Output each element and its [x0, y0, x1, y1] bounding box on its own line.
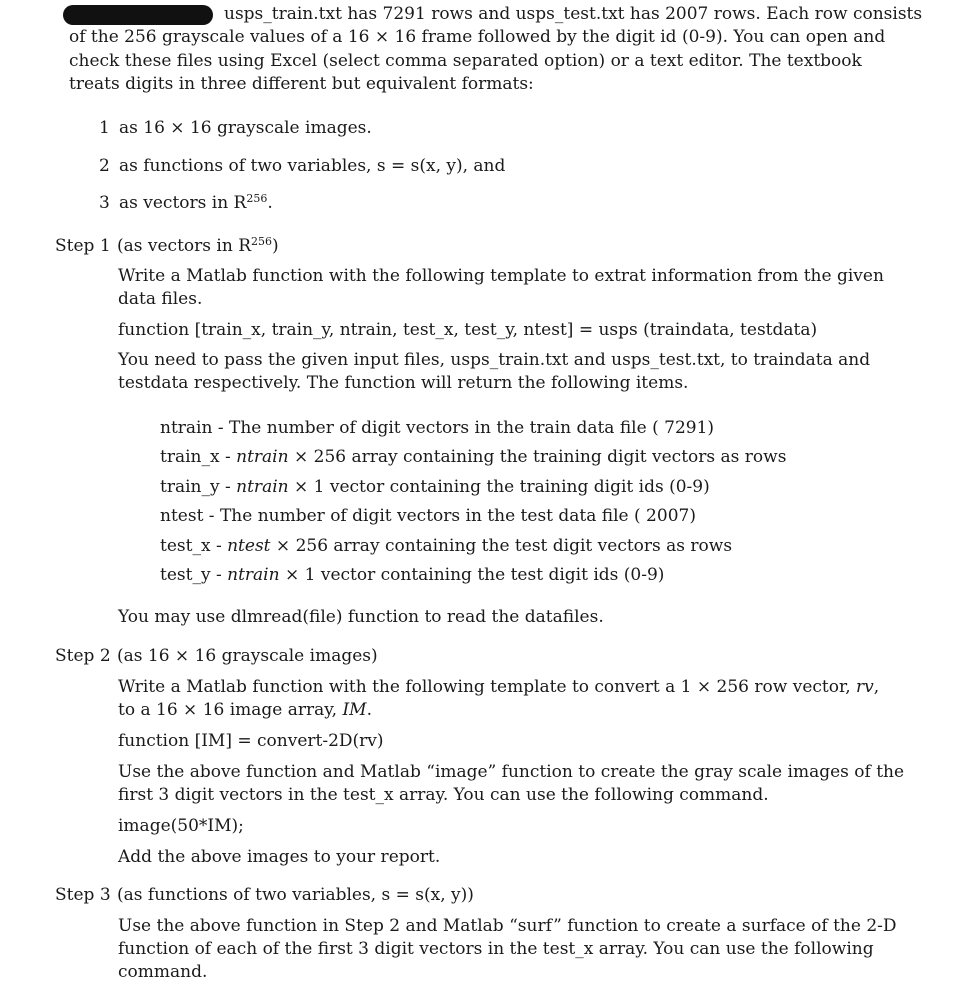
step2-label: Step 2 [55, 646, 111, 666]
var-im: IM [342, 700, 367, 720]
item-sep: - [210, 565, 228, 585]
step3-p1-line-2: function of each of the first 3 digit vectors in the test_x array. You can use the following [118, 939, 874, 959]
format-text: as 16 × 16 grayscale images. [119, 118, 372, 138]
step1-p2-line-2: testdata respectively. The function will return the following items. [118, 373, 689, 393]
var-rv: rv [856, 677, 874, 697]
step1-label: Step 1 [55, 236, 111, 256]
format-text: as vectors in R [119, 193, 247, 213]
return-item-test-x [160, 535, 732, 559]
format-item-3 [99, 192, 273, 216]
step2-command: image(50*IM); [118, 816, 244, 836]
item-var: ntrain [227, 565, 280, 585]
return-item-ntrain [160, 417, 714, 441]
step1-heading [55, 235, 279, 259]
step1-signature: function [train_x, train_y, ntrain, test_x, test_y, ntest] = usps (traindata, testdata) [118, 320, 818, 340]
item-name: ntest [160, 506, 204, 526]
item-sep: - [210, 536, 228, 556]
item-sep: - [219, 447, 237, 467]
item-desc: - The number of digit vectors in the test data file ( 2007) [203, 506, 696, 526]
format-item-2 [99, 155, 505, 179]
step2-note: Add the above images to your report. [118, 847, 441, 867]
step2-p2-line-2: first 3 digit vectors in the test_x array. You can use the following command. [118, 785, 769, 805]
step2-p1-line-1 [118, 676, 879, 700]
step1-heading-sup: 256 [251, 235, 272, 248]
item-name: train_x [160, 447, 220, 467]
format-item-1 [99, 117, 372, 141]
step3-p1-line-1: Use the above function in Step 2 and Matlab “surf” function to create a surface of the 2-D [118, 916, 897, 936]
format-superscript: 256 [246, 192, 268, 205]
redaction-mark [63, 5, 213, 25]
step2-p1-line-2 [118, 699, 372, 723]
step2-heading-text: (as 16 × 16 grayscale images) [117, 646, 378, 666]
item-name: test_x [160, 536, 211, 556]
step1-heading-tail: ) [272, 236, 279, 256]
step1-p1-line-1: Write a Matlab function with the following template to extrat information from the given [118, 266, 884, 286]
item-var: ntest [227, 536, 271, 556]
intro-line-4: treats digits in three different but equivalent formats: [69, 74, 534, 94]
step1-heading-text: (as vectors in R [117, 236, 251, 256]
text-run: to a 16 × 16 image array, [118, 700, 343, 720]
format-text: as functions of two variables, s = s(x, y), and [119, 156, 506, 176]
return-item-test-y [160, 564, 664, 588]
step2-p2-line-1: Use the above function and Matlab “image” function to create the gray scale images of the [118, 762, 905, 782]
item-var: ntrain [236, 477, 289, 497]
format-number: 3 [99, 193, 110, 213]
intro-line-2: of the 256 grayscale values of a 16 × 16 frame followed by the digit id (0-9). You can open and [69, 27, 886, 47]
item-sep: - [219, 477, 237, 497]
item-desc: × 1 vector containing the training digit ids (0-9) [288, 477, 710, 497]
item-desc: × 1 vector containing the test digit ids (0-9) [279, 565, 665, 585]
step3-heading-text: (as functions of two variables, s = s(x, y)) [117, 885, 474, 905]
item-desc: × 256 array containing the test digit vectors as rows [270, 536, 733, 556]
item-name: ntrain [160, 418, 213, 438]
step2-heading [55, 645, 378, 669]
return-item-train-y [160, 476, 710, 500]
item-name: train_y [160, 477, 220, 497]
step1-p2-line-1: You need to pass the given input files, usps_train.txt and usps_test.txt, to traindata and [118, 350, 871, 370]
format-tail: . [267, 193, 273, 213]
step1-note: You may use dlmread(file) function to read the datafiles. [118, 607, 604, 627]
item-desc: × 256 array containing the training digit vectors as rows [288, 447, 787, 467]
step3-heading [55, 884, 474, 908]
return-item-ntest [160, 505, 696, 529]
format-number: 1 [99, 118, 110, 138]
return-item-train-x [160, 446, 786, 470]
text-run: , [873, 677, 880, 697]
text-run: . [366, 700, 372, 720]
intro-line-1: usps_train.txt has 7291 rows and usps_test.txt has 2007 rows. Each row consists [224, 4, 923, 24]
step3-label: Step 3 [55, 885, 111, 905]
item-desc: - The number of digit vectors in the train data file ( 7291) [212, 418, 715, 438]
item-name: test_y [160, 565, 211, 585]
step1-p1-line-2: data files. [118, 289, 203, 309]
step3-p1-line-3: command. [118, 962, 208, 982]
item-var: ntrain [236, 447, 289, 467]
intro-line-3: check these files using Excel (select comma separated option) or a text editor. The textbook [69, 51, 862, 71]
step2-signature: function [IM] = convert-2D(rv) [118, 731, 384, 751]
text-run: Write a Matlab function with the following template to convert a 1 × 256 row vector, [118, 677, 857, 697]
format-number: 2 [99, 156, 110, 176]
